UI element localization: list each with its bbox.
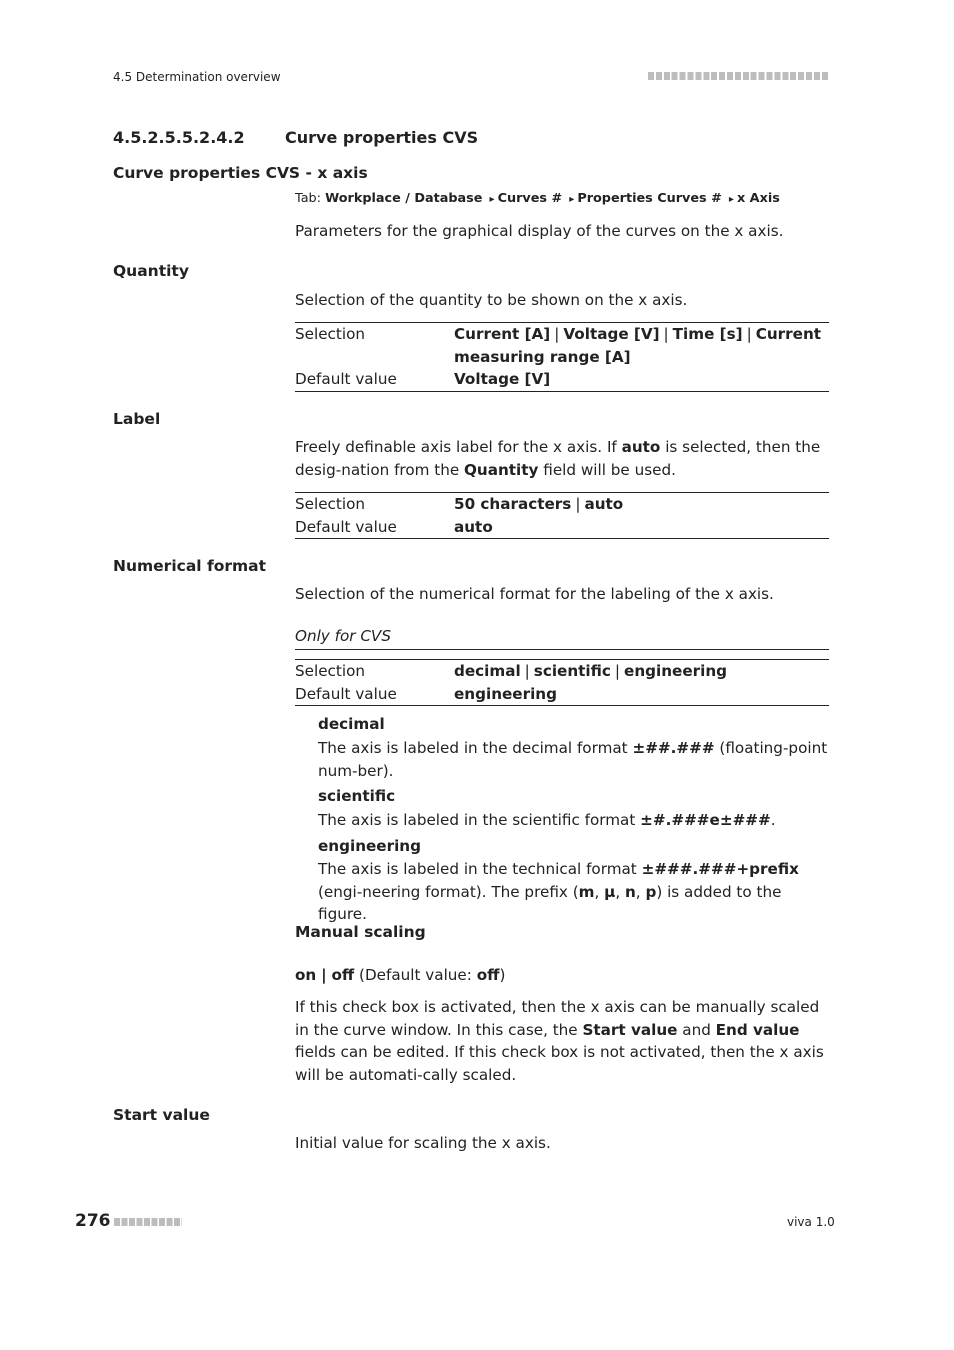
page-number: 276: [75, 1211, 111, 1231]
selection-value: auto: [584, 495, 624, 513]
arrow-right-icon: ▸: [728, 194, 734, 205]
selection-value: engineering: [624, 662, 727, 680]
manual-scaling-description: If this check box is activated, then the x axis can be manually scaled in the curve window. In this case, the Start value and End value fields can be edited. If this check box is not activated, then the x axis will be automati-cally scaled.: [295, 998, 824, 1084]
selection-value: Current measuring range [A]: [454, 325, 822, 366]
header-section-path: 4.5 Determination overview: [113, 70, 281, 84]
numerical-format-table: [295, 659, 829, 706]
tab-part: x Axis: [736, 191, 780, 206]
default-value: auto: [454, 517, 493, 536]
option-term: decimal: [318, 715, 385, 733]
label-table: [295, 492, 829, 539]
footer-product: viva 1.0: [787, 1215, 835, 1229]
table-row: [295, 323, 829, 368]
subsection-title: Curve properties CVS - x axis: [113, 164, 368, 182]
manual-scaling-heading: Manual scaling: [295, 923, 426, 941]
default-label: Default value: [295, 684, 397, 703]
default-value: engineering: [454, 684, 557, 703]
tab-prefix: Tab:: [295, 191, 321, 206]
section-title: Curve properties CVS: [285, 128, 479, 147]
tab-part: Workplace / Database: [325, 191, 483, 206]
footer-decoration: [114, 1218, 182, 1226]
label-description: Freely definable axis label for the x axis. If auto is selected, then the desig-nation from the Quantity field will be used.: [295, 438, 821, 479]
default-label: Default value: [295, 370, 397, 388]
tab-part: Curves #: [497, 191, 563, 206]
table-row: [295, 683, 829, 706]
header-decoration: [648, 72, 829, 80]
start-value-heading: Start value: [113, 1106, 210, 1124]
quantity-table: [295, 322, 829, 392]
quantity-heading: Quantity: [113, 262, 189, 280]
tab-path: [295, 191, 780, 206]
divider: [295, 649, 829, 650]
numerical-format-note: Only for CVS: [295, 627, 391, 645]
selection-value: 50 characters: [454, 495, 572, 513]
numerical-format-description: Selection of the numerical format for the labeling of the x axis.: [295, 585, 774, 603]
selection-value: Voltage [V]: [563, 325, 660, 343]
arrow-right-icon: ▸: [569, 194, 575, 205]
selection-values: Current [A] | Voltage [V] | Time [s] | Current measuring range [A]: [454, 325, 822, 366]
default-label: Default value: [295, 517, 397, 536]
selection-value: scientific: [533, 662, 611, 680]
quantity-description: Selection of the quantity to be shown on the x axis.: [295, 291, 688, 309]
numerical-format-heading: Numerical format: [113, 557, 267, 575]
table-row: [295, 516, 829, 539]
option-description: The axis is labeled in the decimal format ±##.### (floating-point num-ber).: [318, 739, 828, 780]
manual-scaling-values: on | off (Default value: off): [295, 966, 506, 984]
selection-value: Time [s]: [672, 325, 743, 343]
start-value-description: Initial value for scaling the x axis.: [295, 1134, 551, 1152]
arrow-right-icon: ▸: [489, 194, 495, 205]
option-term: engineering: [318, 837, 421, 855]
selection-label: Selection: [295, 325, 365, 343]
selection-value: decimal: [454, 662, 521, 680]
default-value: Voltage [V]: [454, 370, 551, 388]
label-heading: Label: [113, 410, 161, 428]
option-description: The axis is labeled in the technical format ±###.###+prefix (engi-neering format). The prefix (m, µ, n, p) is added to the figure.: [318, 860, 799, 923]
selection-values: decimal | scientific | engineering: [454, 662, 727, 680]
selection-values: 50 characters | auto: [454, 495, 624, 513]
option-description: The axis is labeled in the scientific format ±#.###e±###.: [318, 811, 776, 829]
section-number: 4.5.2.5.5.2.4.2: [113, 128, 245, 147]
table-row: [295, 493, 829, 516]
intro-text: Parameters for the graphical display of the curves on the x axis.: [295, 222, 784, 240]
table-row: [295, 368, 829, 391]
table-row: [295, 660, 829, 683]
selection-label: Selection: [295, 662, 365, 680]
selection-label: Selection: [295, 495, 365, 513]
tab-part: Properties Curves #: [577, 191, 722, 206]
option-term: scientific: [318, 787, 396, 805]
selection-value: Current [A]: [454, 325, 551, 343]
